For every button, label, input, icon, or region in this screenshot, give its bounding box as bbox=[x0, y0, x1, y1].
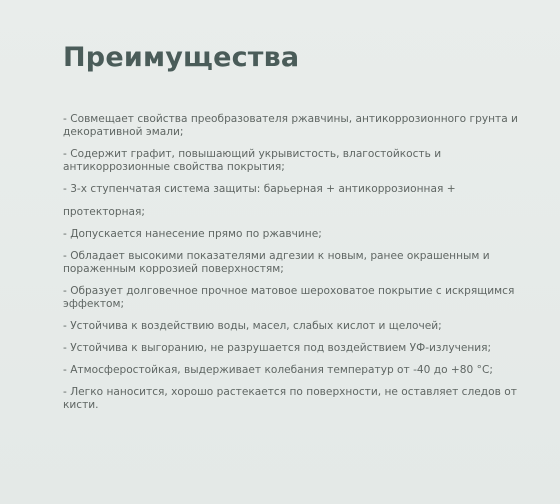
list-item: - Устойчива к выгоранию, не разрушается под воздействием УФ-излучения; bbox=[63, 342, 492, 354]
list-item: - Обладает высокими показателями адгезии к новым, ранее окрашенным и пораженным коррозией поверхностям; bbox=[63, 250, 490, 275]
list-item: - Содержит графит, повышающий укрывистость, влагостойкость и антикоррозионные свойства покрытия; bbox=[63, 148, 442, 173]
list-item: протекторная; bbox=[63, 206, 145, 218]
list-item: - 3-х ступенчатая система защиты: барьерная + антикоррозионная + bbox=[63, 183, 456, 195]
list-item: - Допускается нанесение прямо по ржавчине; bbox=[63, 228, 322, 240]
list-item: - Легко наносится, хорошо растекается по поверхности, не оставляет следов от кисти. bbox=[63, 386, 517, 411]
list-item: - Совмещает свойства преобразователя ржавчины, антикоррозионного грунта и декоративной эмали; bbox=[63, 113, 518, 138]
list-item: - Образует долговечное прочное матовое шероховатое покрытие с искрящимся эффектом; bbox=[63, 285, 515, 310]
list-item: - Устойчива к воздействию воды, масел, слабых кислот и щелочей; bbox=[63, 320, 442, 332]
page-title: Преимущества bbox=[63, 42, 300, 73]
list-item: - Атмосферостойкая, выдерживает колебания температур от -40 до +80 °С; bbox=[63, 364, 493, 376]
advantages-list bbox=[63, 113, 543, 421]
